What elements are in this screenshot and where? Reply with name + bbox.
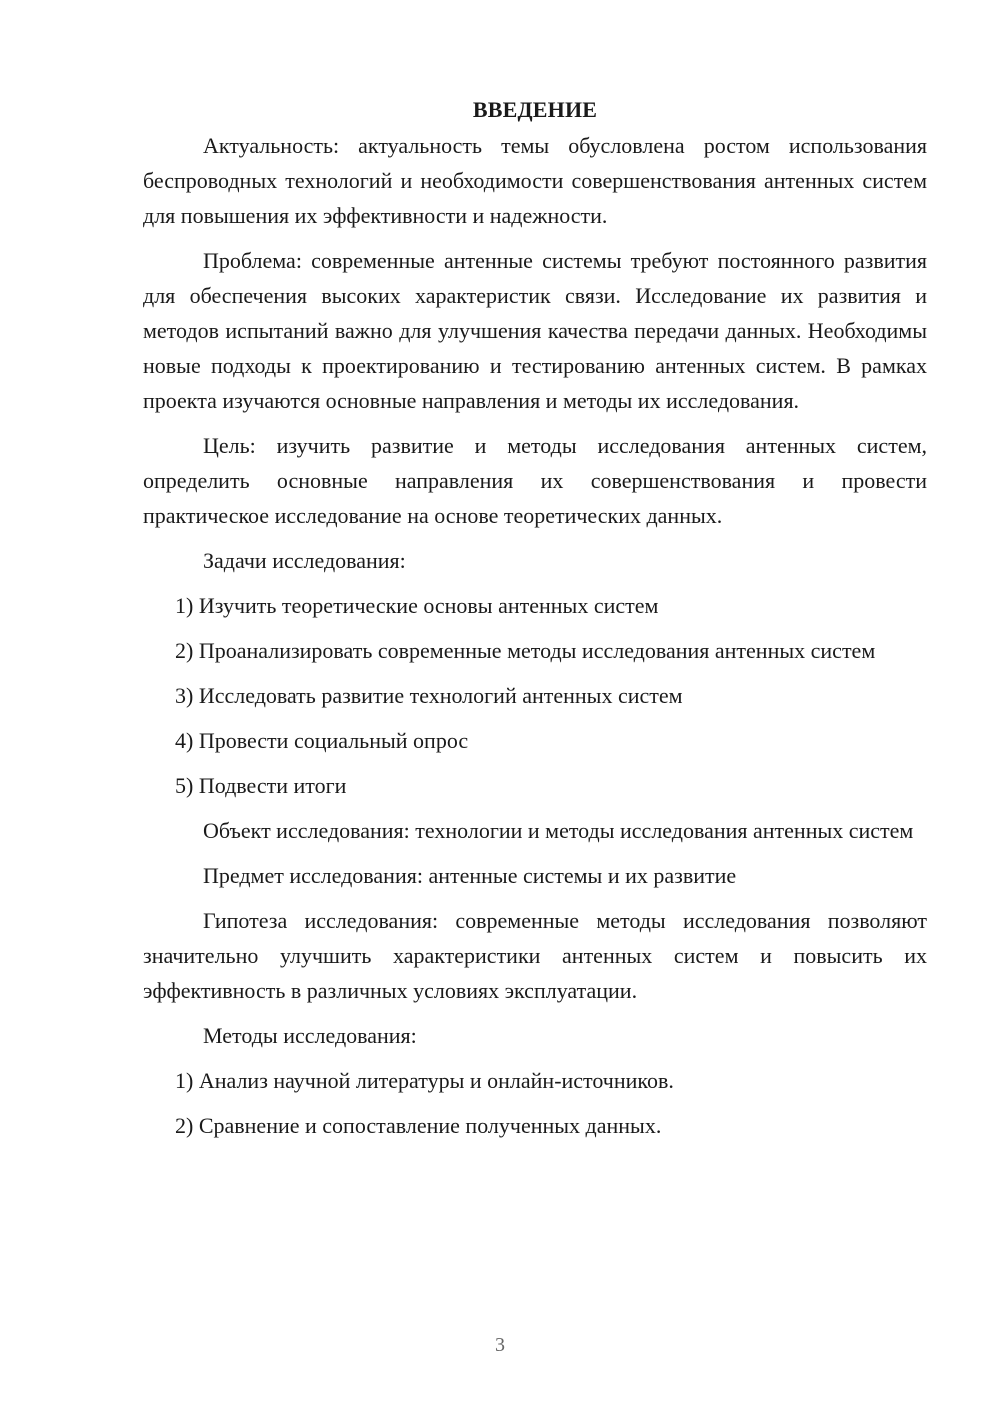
- task-item-3: 3) Исследовать развитие технологий антенных систем: [175, 683, 683, 708]
- page-number: 3: [495, 1334, 505, 1356]
- document-page: [143, 92, 927, 1153]
- object-paragraph: Объект исследования: технологии и методы исследования антенных систем: [203, 818, 914, 843]
- method-item-1: 1) Анализ научной литературы и онлайн-источников.: [175, 1068, 674, 1093]
- hypothesis-paragraph: Гипотеза исследования: современные методы исследования позволяют значительно улучшить характеристики антенных систем и повысить их эффективность в различных условиях эксплуатации.: [143, 908, 927, 1003]
- method-item-2: 2) Сравнение и сопоставление полученных данных.: [175, 1113, 662, 1138]
- methods-title: Методы исследования:: [203, 1023, 417, 1048]
- relevance-paragraph: Актуальность: актуальность темы обусловлена ростом использования беспроводных технологий и необходимости совершенствования антенных систем для повышения их эффективности и надежности.: [143, 133, 927, 228]
- task-item-2: 2) Проанализировать современные методы исследования антенных систем: [175, 638, 876, 663]
- tasks-title: Задачи исследования:: [203, 548, 406, 573]
- goal-paragraph: Цель: изучить развитие и методы исследования антенных систем, определить основные направления их совершенствования и провести практическое исследование на основе теоретических данных.: [143, 433, 927, 528]
- subject-paragraph: Предмет исследования: антенные системы и их развитие: [203, 863, 737, 888]
- task-item-5: 5) Подвести итоги: [175, 773, 347, 798]
- section-heading: ВВЕДЕНИЕ: [472, 97, 598, 122]
- task-item-1: 1) Изучить теоретические основы антенных систем: [175, 593, 659, 618]
- task-item-4: 4) Провести социальный опрос: [175, 728, 469, 753]
- problem-paragraph: Проблема: современные антенные системы требуют постоянного развития для обеспечения высоких характеристик связи. Исследование их развития и методов испытаний важно для улучшения качества передачи данных. Необходимы новые подходы к проектированию и тестированию антенных систем. В рамках проекта изучаются основные направления и методы их исследования.: [143, 248, 927, 413]
